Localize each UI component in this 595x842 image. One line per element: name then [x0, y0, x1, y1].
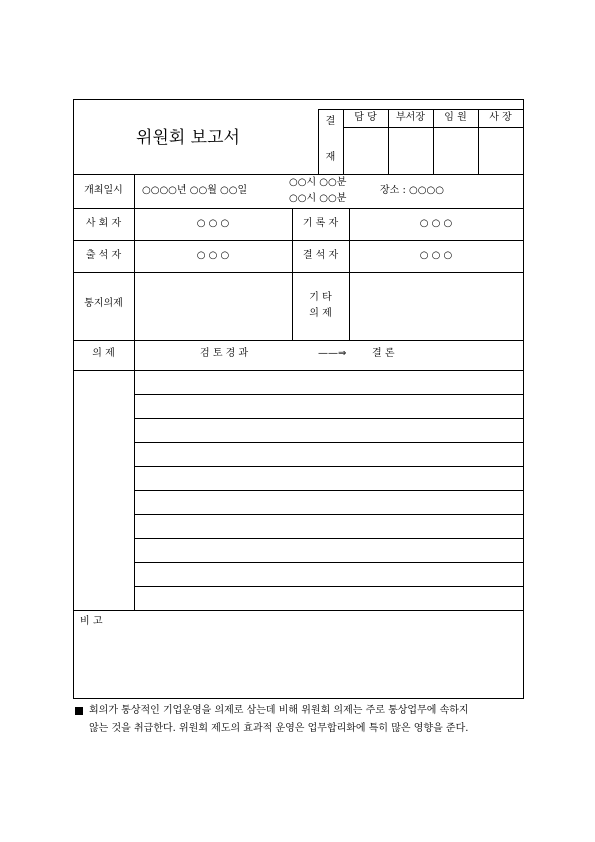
attendee-label: 출 석 자 [85, 250, 122, 261]
signature-box-president[interactable] [479, 128, 522, 173]
datetime-label: 개최일시 [84, 185, 123, 196]
approver-manager: 담 당 [354, 112, 377, 123]
notice-agenda-field[interactable] [135, 273, 291, 339]
square-bullet-icon [75, 707, 83, 715]
meeting-place[interactable]: 장소 : ○○○○ [380, 185, 444, 196]
other-agenda-field[interactable] [350, 273, 522, 339]
absentee-value[interactable]: ○ ○ ○ [419, 250, 453, 261]
attendee-value[interactable]: ○ ○ ○ [196, 250, 230, 261]
notice-agenda-label: 통지의제 [84, 298, 123, 309]
signature-box-manager[interactable] [344, 128, 387, 173]
content-bottom-line [73, 610, 524, 611]
recorder-label: 기 록 자 [302, 218, 339, 229]
signature-box-executive[interactable] [434, 128, 477, 173]
footnote-line-1: 회의가 통상적인 기업운영을 의제로 삼는데 비해 위원회 의제는 주로 통상업무에 속하지 [89, 705, 469, 716]
remarks-field[interactable] [74, 630, 522, 697]
approver-president: 사 장 [489, 112, 512, 123]
approver-department-head: 부서장 [396, 112, 425, 123]
report-title: 위원회 보고서 [136, 128, 240, 148]
other-agenda-label-line1: 기 타 [309, 292, 332, 303]
review-progress-header: 검 토 경 과 [200, 348, 249, 359]
absentee-label: 결 석 자 [302, 250, 339, 261]
approval-label-top: 결 [325, 116, 336, 127]
signature-box-department-head[interactable] [389, 128, 432, 173]
meeting-time-end[interactable]: ○○시 ○○분 [289, 193, 347, 204]
approval-label-bottom: 재 [325, 152, 336, 163]
approver-executive: 임 원 [444, 112, 467, 123]
chair-row-bottom-line [73, 240, 524, 241]
conclusion-header: 결 론 [372, 348, 395, 359]
meeting-date[interactable]: ○○○○년 ○○월 ○○일 [142, 185, 248, 196]
meeting-time-start[interactable]: ○○시 ○○분 [289, 177, 347, 188]
form-border-right [523, 99, 524, 698]
remarks-label: 비 고 [80, 616, 103, 627]
recorder-value[interactable]: ○ ○ ○ [419, 218, 453, 229]
other-agenda-label-line2: 의 제 [309, 308, 332, 319]
form-border-bottom [73, 698, 524, 699]
datetime-row-bottom-line [73, 208, 524, 209]
arrow-icon: ——⇒ [318, 348, 347, 359]
header-bottom-line [73, 174, 524, 175]
review-content-area[interactable] [135, 371, 522, 609]
approval-box-top [318, 109, 523, 110]
footnote-line-2: 않는 것을 취급한다. 위원회 제도의 효과적 운영은 업무합리화에 특히 많은 영향을 준다. [89, 723, 469, 734]
chair-value[interactable]: ○ ○ ○ [196, 218, 230, 229]
agenda-label: 의 제 [92, 348, 115, 359]
notice-row-bottom-line [73, 340, 524, 341]
chair-label: 사 회 자 [85, 218, 122, 229]
form-border-top [73, 99, 524, 100]
